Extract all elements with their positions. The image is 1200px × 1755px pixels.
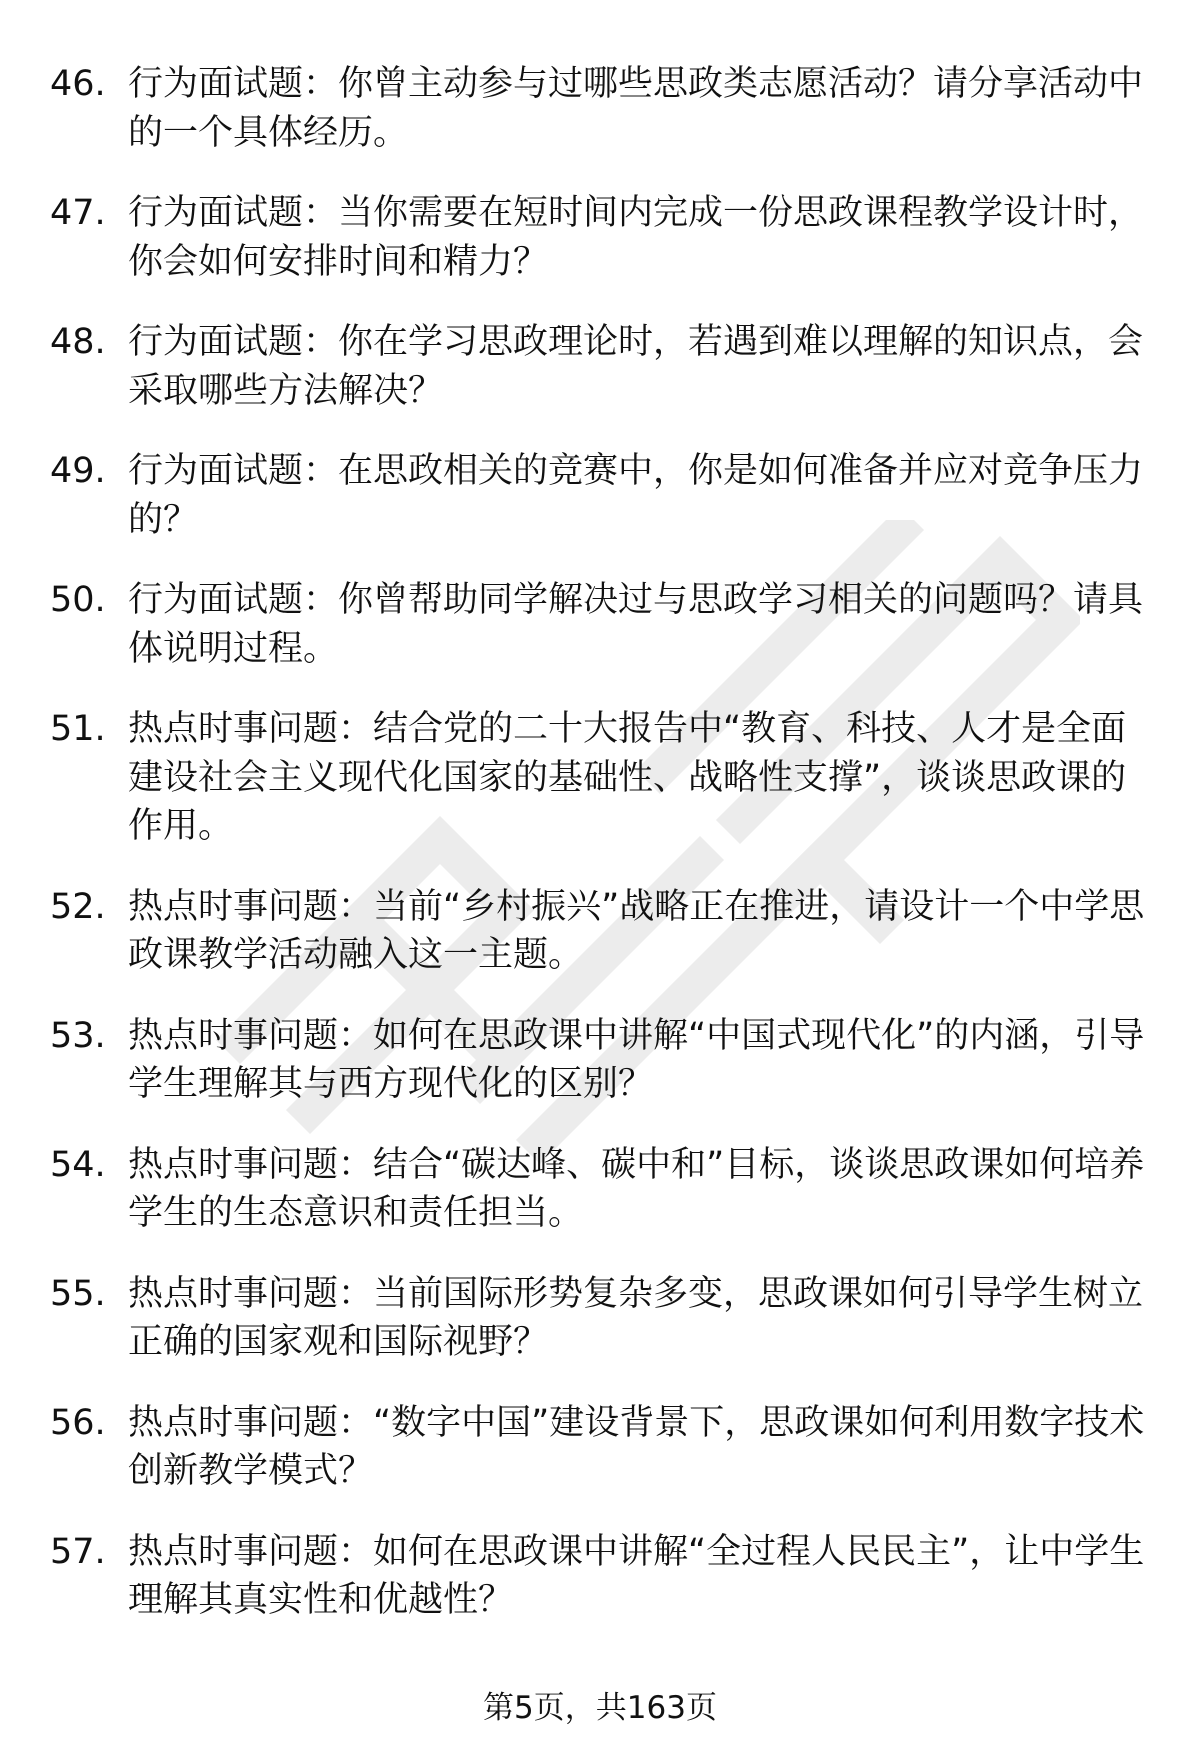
question-number: 50. [50,580,106,620]
list-item [50,705,1150,851]
question-text: 热点时事问题：结合“碳达峰、碳中和”目标，谈谈思政课如何培养学生的生态意识和责任担当。 [128,1144,1145,1233]
list-item [50,189,1150,286]
question-text: 热点时事问题：“数字中国”建设背景下，思政课如何利用数字技术创新教学模式？ [128,1402,1145,1491]
question-text: 热点时事问题：当前“乡村振兴”战略正在推进，请设计一个中学思政课教学活动融入这一主题。 [128,886,1145,975]
question-number: 52. [50,886,106,927]
question-number: 57. [50,1531,106,1572]
question-text: 行为面试题：在思政相关的竞赛中，你是如何准备并应对竞争压力的？ [128,451,1144,540]
question-text: 行为面试题：你曾主动参与过哪些思政类志愿活动？请分享活动中的一个具体经历。 [128,64,1144,153]
list-item [50,447,1150,544]
list-item [50,1399,1150,1496]
list-item [50,1528,1150,1625]
list-item [50,318,1150,415]
question-list [50,60,1150,1657]
question-text: 热点时事问题：如何在思政课中讲解“全过程人民民主”，让中学生理解其真实性和优越性？ [128,1531,1145,1620]
question-number: 53. [50,1015,106,1056]
list-item [50,1141,1150,1238]
list-item [50,1012,1150,1109]
question-number: 47. [50,193,106,233]
question-text: 行为面试题：你在学习思政理论时，若遇到难以理解的知识点，会采取哪些方法解决？ [128,322,1144,411]
list-item [50,576,1150,673]
question-number: 49. [50,451,106,491]
list-item [50,60,1150,157]
list-item [50,1270,1150,1367]
question-text: 热点时事问题：结合党的二十大报告中“教育、科技、人才是全面建设社会主义现代化国家的基础性、战略性支撑”，谈谈思政课的作用。 [128,709,1127,846]
question-text: 行为面试题：你曾帮助同学解决过与思政学习相关的问题吗？请具体说明过程。 [128,580,1144,669]
question-number: 54. [50,1144,106,1185]
question-number: 48. [50,322,106,362]
question-text: 热点时事问题：当前国际形势复杂多变，思政课如何引导学生树立正确的国家观和国际视野？ [128,1273,1144,1362]
question-text: 热点时事问题：如何在思政课中讲解“中国式现代化”的内涵，引导学生理解其与西方现代化的区别？ [128,1015,1145,1104]
question-number: 55. [50,1273,106,1314]
question-number: 51. [50,709,106,749]
page-footer: 第5页，共163页 [483,1690,717,1726]
list-item [50,883,1150,980]
question-number: 46. [50,64,106,104]
question-text: 行为面试题：当你需要在短时间内完成一份思政课程教学设计时，你会如何安排时间和精力？ [128,193,1144,282]
question-number: 56. [50,1402,106,1443]
